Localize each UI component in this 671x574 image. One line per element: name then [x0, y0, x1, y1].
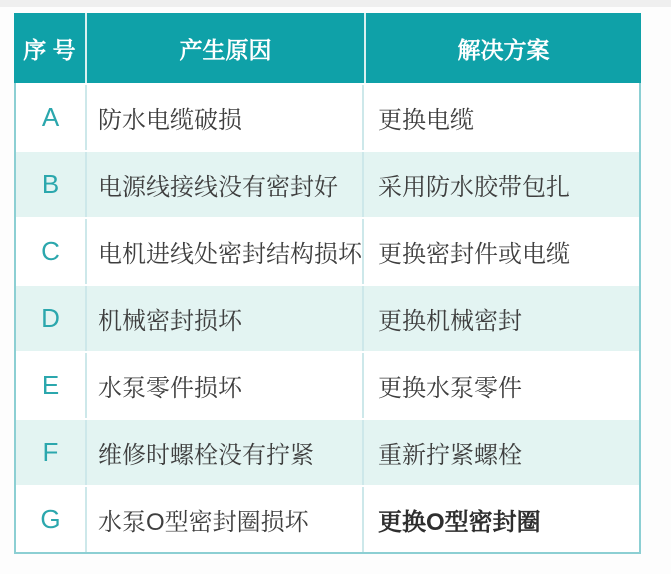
- row-index-cell: D: [41, 303, 60, 333]
- header-cell-solution: 解决方案: [364, 13, 641, 83]
- solution-cell: 更换水泵零件: [362, 353, 639, 418]
- row-index-cell: B: [41, 169, 60, 199]
- table-body: [14, 83, 641, 554]
- table-row-b: [16, 150, 639, 217]
- solution-cell: 更换机械密封: [362, 286, 639, 351]
- cause-cell: 水泵O型密封圈损坏: [85, 487, 362, 552]
- cause-cell: 电源线接线没有密封好: [85, 152, 362, 217]
- solution-cell: 重新拧紧螺栓: [362, 420, 639, 485]
- row-index-cell: F: [42, 437, 59, 467]
- table-header-row: [14, 13, 641, 83]
- cause-cell: 水泵零件损坏: [85, 353, 362, 418]
- cause-cell: 机械密封损坏: [85, 286, 362, 351]
- header-cell-cause: 产生原因: [85, 13, 364, 83]
- table-row-d: [16, 284, 639, 351]
- cause-cell: 电机进线处密封结构损坏: [85, 219, 362, 284]
- solution-cell: 更换电缆: [362, 85, 639, 150]
- cause-cell: 防水电缆破损: [85, 85, 362, 150]
- table-row-e: [16, 351, 639, 418]
- row-index-cell: A: [41, 102, 60, 132]
- solution-cell: 更换密封件或电缆: [362, 219, 639, 284]
- solution-cell: 采用防水胶带包扎: [362, 152, 639, 217]
- table-row-g: [16, 485, 639, 552]
- fault-cause-solution-table: [14, 13, 641, 554]
- table-row-c: [16, 217, 639, 284]
- table-row-f: [16, 418, 639, 485]
- solution-cell: 更换O型密封圈: [362, 487, 639, 552]
- table-row-a: [16, 83, 639, 150]
- header-cell-index: 序 号: [23, 36, 76, 63]
- cause-cell: 维修时螺栓没有拧紧: [85, 420, 362, 485]
- row-index-cell: C: [41, 236, 60, 266]
- page-top-strip: [0, 0, 671, 7]
- row-index-cell: E: [41, 370, 60, 400]
- row-index-cell: G: [40, 504, 61, 534]
